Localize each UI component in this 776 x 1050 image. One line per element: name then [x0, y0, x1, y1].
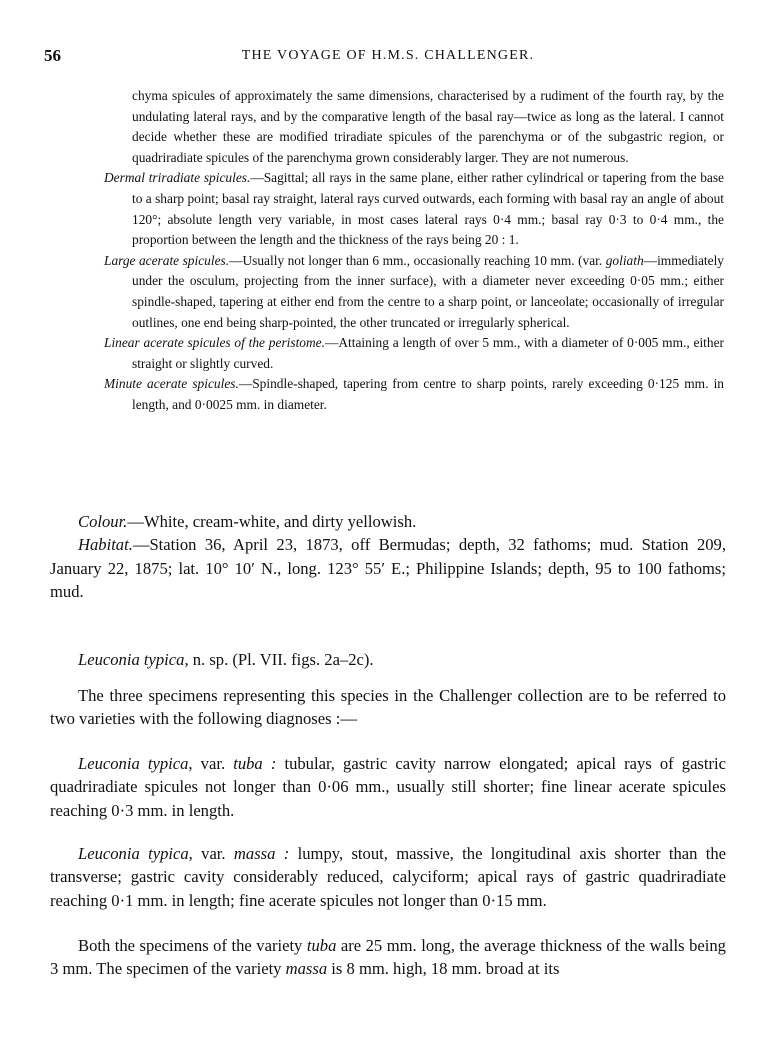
large-acerate-paragraph [104, 251, 724, 333]
species-rest: , n. sp. (Pl. VII. figs. 2a–2c). [184, 650, 374, 669]
var-tuba-paragraph: Leuconia typica, var. tuba : tubular, gastric cavity narrow elongated; apical rays of gastric quadriradiate spicules not longer than 0·06 mm., usually still shorter; fine linear acerate spicules reaching 0·3 mm. in length. [50, 754, 726, 820]
colour-paragraph [50, 510, 726, 533]
minute-text: —Spindle-shaped, tapering from centre to sharp points, rarely exceeding 0·125 mm. in length, and 0·0025 mm. in diameter. [132, 376, 724, 412]
minute-acerate-paragraph [104, 374, 724, 415]
massa-var: massa : [233, 844, 290, 863]
dermal-triradiate-paragraph [104, 168, 724, 250]
colour-text: —White, cream-white, and dirty yellowish. [127, 512, 417, 531]
linear-acerate-paragraph [104, 333, 724, 374]
habitat-label: Habitat. [78, 535, 133, 555]
parenchyma-continuation: chyma spicules of approximately the same dimensions, characterised by a rudiment of the fourth ray, by the undulating lateral rays, and by the comparative length of the basal ray—twice as long as the lateral. I cannot decide whether these are modified triradiate spicules of the parenchyma or of the subgastric region, or quadriradiate spicules of the parenchyma grown considerably larger. They are not numerous. [132, 88, 724, 165]
species-heading [50, 648, 726, 671]
running-title: THE VOYAGE OF H.M.S. CHALLENGER. [241, 48, 535, 63]
massa-text: lumpy, stout, massive, the longitudinal axis shorter than the transverse; gastric cavity considerably reduced, calyciform; apical rays of gastric quadriradiate reaching 0·1 mm. in length; fine acerate spicules not longer than 0·15 mm. [50, 844, 727, 910]
spicule-descriptions [104, 86, 724, 416]
large-text-2: —immediately under the osculum, projecting from the inner surface), with a diameter never exceeding 0·05 mm.; either spindle-shaped, tapering at either end from the centre to a sharp point, or lanceolate; occasionally of irregular outlines, one end being sharp-pointed, the other truncated or irregularly spherical. [132, 252, 724, 330]
massa-species: Leuconia typica [78, 844, 189, 863]
habitat-paragraph [50, 533, 726, 603]
intro-paragraph: The three specimens representing this species in the Challenger collection are to be referred to two varieties with the following diagnoses :— [50, 686, 726, 729]
dermal-label: Dermal triradiate spicules. [104, 170, 251, 186]
goliath-term: goliath [605, 252, 644, 268]
linear-text: —Attaining a length of over 5 mm., with a diameter of 0·005 mm., either straight or slightly curved. [132, 335, 724, 371]
tuba-text: tubular, gastric cavity narrow elongated; apical rays of gastric quadriradiate spicules not longer than 0·06 mm., usually still shorter; fine linear acerate spicules reaching 0·3 mm. in length. [50, 754, 726, 820]
colour-habitat-section [50, 510, 726, 604]
linear-label: Linear acerate spicules of the peristome. [104, 335, 325, 351]
page-number: 56 [44, 46, 61, 65]
minute-label: Minute acerate spicules. [104, 376, 239, 392]
large-label: Large acerate spicules. [104, 252, 230, 268]
closing-paragraph: Both the specimens of the variety tuba are 25 mm. long, the average thickness of the walls being 3 mm. The specimen of the variety massa is 8 mm. high, 18 mm. broad at its [50, 936, 726, 979]
habitat-text: —Station 36, April 23, 1873, off Bermudas; depth, 32 fathoms; mud. Station 209, January 22, 1875; lat. 10° 10′ N., long. 123° 55′ E.; Philippine Islands; depth, 95 to 100 fathoms; mud. [50, 535, 726, 602]
dermal-text: —Sagittal; all rays in the same plane, either rather cylindrical or tapering from the base to a sharp point; basal ray straight, lateral rays curved outwards, each forming with basal ray an angle of about 120°; absolute length very variable, in most cases lateral rays 0·4 mm.; basal ray 0·3 to 0·4 mm., the proportion between the length and the thickness of the rays being 20 : 1. [132, 170, 724, 248]
var-massa-paragraph: Leuconia typica, var. massa : lumpy, stout, massive, the longitudinal axis shorter than the transverse; gastric cavity considerably reduced, calyciform; apical rays of gastric quadriradiate reaching 0·1 mm. in length; fine acerate spicules not longer than 0·15 mm. [50, 844, 727, 910]
species-name: Leuconia typica [78, 650, 185, 669]
tuba-species: Leuconia typica [78, 754, 189, 773]
large-text-1: —Usually not longer than 6 mm., occasionally reaching 10 mm. (var. [229, 252, 606, 268]
colour-label: Colour. [78, 512, 128, 531]
tuba-var: tuba : [233, 754, 277, 773]
